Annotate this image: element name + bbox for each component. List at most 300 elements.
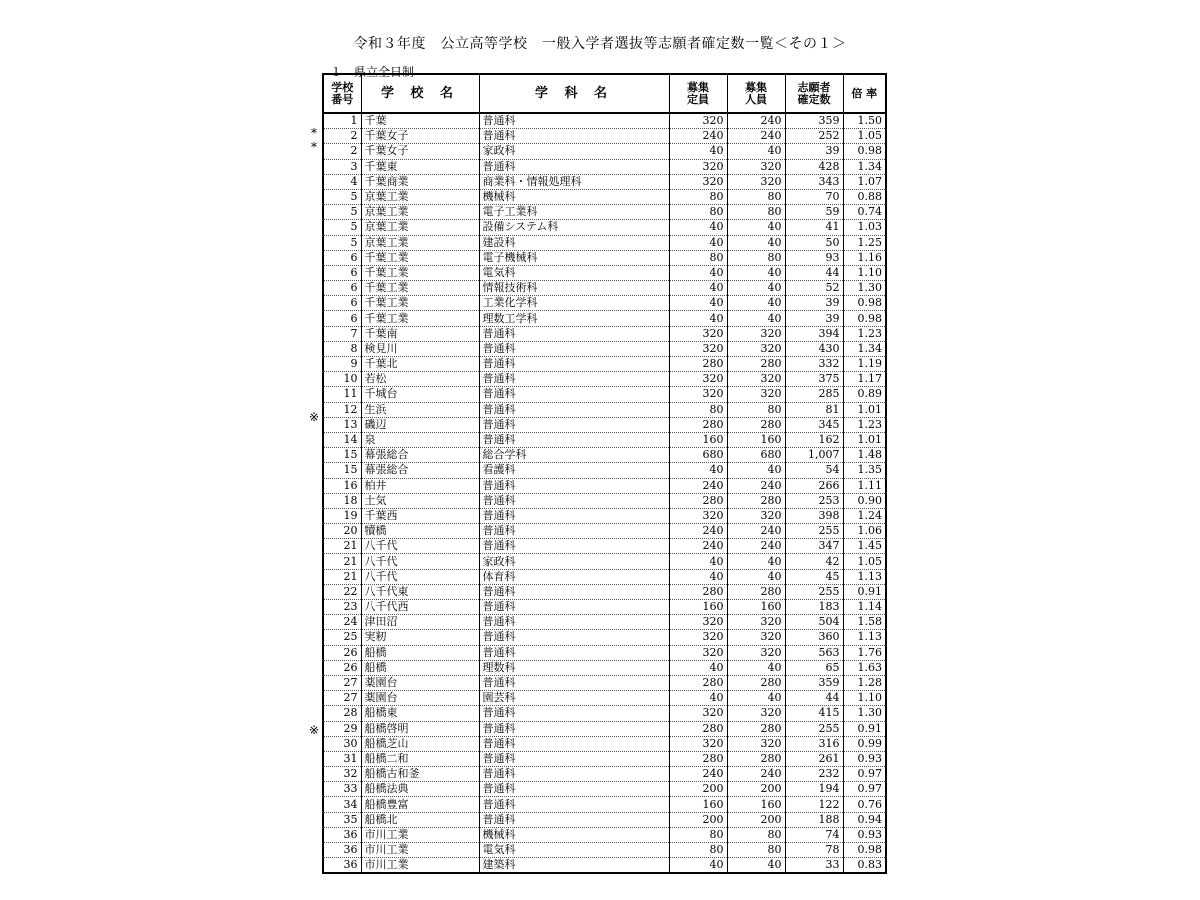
cell-capacity: 280: [669, 417, 727, 432]
cell-capacity: 320: [669, 372, 727, 387]
cell-recruitment: 320: [727, 615, 785, 630]
table-row: [323, 296, 886, 311]
cell-ratio: 0.89: [843, 387, 886, 402]
cell-capacity: 40: [669, 569, 727, 584]
cell-school-name: 千葉工業: [361, 296, 479, 311]
cell-school-name: 市川工業: [361, 827, 479, 842]
cell-school-name: 船橋古和釜: [361, 767, 479, 782]
cell-applicants: 44: [785, 691, 843, 706]
table-row: [323, 539, 886, 554]
cell-school-no: 5: [323, 189, 361, 204]
cell-capacity: 40: [669, 144, 727, 159]
cell-department: 看護科: [479, 463, 669, 478]
cell-school-no: 9: [323, 357, 361, 372]
cell-school-name: 千葉女子: [361, 129, 479, 144]
table-row: [323, 387, 886, 402]
cell-applicants: 255: [785, 524, 843, 539]
cell-school-no: 21: [323, 539, 361, 554]
table-row: [323, 843, 886, 858]
cell-recruitment: 40: [727, 554, 785, 569]
cell-school-no: 34: [323, 797, 361, 812]
cell-recruitment: 320: [727, 645, 785, 660]
cell-applicants: 266: [785, 478, 843, 493]
table-row: [323, 660, 886, 675]
cell-department: 普通科: [479, 129, 669, 144]
cell-school-no: 6: [323, 281, 361, 296]
cell-capacity: 320: [669, 508, 727, 523]
cell-recruitment: 200: [727, 812, 785, 827]
cell-applicants: 39: [785, 296, 843, 311]
cell-school-no: 36: [323, 843, 361, 858]
header-applicants: 志願者 確定数: [785, 74, 843, 113]
cell-applicants: 394: [785, 326, 843, 341]
cell-applicants: 78: [785, 843, 843, 858]
cell-ratio: 1.76: [843, 645, 886, 660]
cell-department: 体育科: [479, 569, 669, 584]
cell-recruitment: 40: [727, 296, 785, 311]
table-row: [323, 372, 886, 387]
cell-department: 普通科: [479, 357, 669, 372]
cell-ratio: 0.90: [843, 493, 886, 508]
cell-applicants: 44: [785, 265, 843, 280]
cell-ratio: 1.34: [843, 341, 886, 356]
cell-school-no: 2: [323, 144, 361, 159]
cell-school-name: 千葉女子: [361, 144, 479, 159]
cell-school-no: 3: [323, 159, 361, 174]
cell-recruitment: 80: [727, 189, 785, 204]
cell-recruitment: 40: [727, 311, 785, 326]
section-label: １ 県立全日制: [330, 65, 415, 79]
cell-applicants: 39: [785, 311, 843, 326]
cell-recruitment: 40: [727, 235, 785, 250]
cell-capacity: 680: [669, 448, 727, 463]
cell-recruitment: 80: [727, 843, 785, 858]
cell-school-no: 4: [323, 174, 361, 189]
cell-recruitment: 320: [727, 159, 785, 174]
cell-applicants: 285: [785, 387, 843, 402]
table-row: [323, 858, 886, 874]
cell-ratio: 1.05: [843, 129, 886, 144]
cell-recruitment: 40: [727, 858, 785, 874]
cell-department: 機械科: [479, 189, 669, 204]
cell-ratio: 1.50: [843, 113, 886, 129]
cell-school-name: 船橋啓明: [361, 721, 479, 736]
cell-applicants: 194: [785, 782, 843, 797]
cell-capacity: 40: [669, 235, 727, 250]
cell-capacity: 40: [669, 691, 727, 706]
cell-capacity: 40: [669, 265, 727, 280]
table-row: [323, 569, 886, 584]
cell-department: 普通科: [479, 797, 669, 812]
cell-ratio: 1.03: [843, 220, 886, 235]
cell-ratio: 1.19: [843, 357, 886, 372]
cell-capacity: 40: [669, 311, 727, 326]
cell-recruitment: 240: [727, 524, 785, 539]
cell-school-name: 船橋法典: [361, 782, 479, 797]
cell-school-name: 千葉商業: [361, 174, 479, 189]
cell-applicants: 261: [785, 751, 843, 766]
cell-capacity: 80: [669, 250, 727, 265]
cell-capacity: 80: [669, 205, 727, 220]
cell-school-no: 20: [323, 524, 361, 539]
cell-ratio: 1.11: [843, 478, 886, 493]
table-row: [323, 113, 886, 129]
cell-school-no: 26: [323, 660, 361, 675]
row-note-mark: ※: [308, 410, 320, 425]
cell-school-name: 千葉: [361, 113, 479, 129]
cell-ratio: 1.23: [843, 326, 886, 341]
cell-department: 電気科: [479, 843, 669, 858]
cell-school-name: 千葉工業: [361, 311, 479, 326]
table-header-row: [323, 74, 886, 113]
cell-recruitment: 40: [727, 660, 785, 675]
cell-applicants: 252: [785, 129, 843, 144]
cell-recruitment: 280: [727, 584, 785, 599]
cell-applicants: 563: [785, 645, 843, 660]
cell-applicants: 504: [785, 615, 843, 630]
cell-recruitment: 160: [727, 432, 785, 447]
table-row: [323, 736, 886, 751]
table-row: [323, 524, 886, 539]
cell-capacity: 40: [669, 554, 727, 569]
cell-recruitment: 240: [727, 767, 785, 782]
table-row: [323, 706, 886, 721]
cell-applicants: 81: [785, 402, 843, 417]
cell-department: 普通科: [479, 417, 669, 432]
cell-capacity: 80: [669, 827, 727, 842]
cell-capacity: 280: [669, 675, 727, 690]
cell-school-name: 薬園台: [361, 675, 479, 690]
cell-school-no: 15: [323, 448, 361, 463]
cell-school-no: 5: [323, 220, 361, 235]
cell-applicants: 347: [785, 539, 843, 554]
cell-school-name: 八千代: [361, 554, 479, 569]
cell-department: 普通科: [479, 645, 669, 660]
table-row: [323, 630, 886, 645]
cell-ratio: 0.98: [843, 843, 886, 858]
cell-school-name: 市川工業: [361, 843, 479, 858]
cell-school-name: 千葉東: [361, 159, 479, 174]
cell-capacity: 240: [669, 129, 727, 144]
cell-recruitment: 280: [727, 675, 785, 690]
cell-school-no: 36: [323, 827, 361, 842]
cell-applicants: 332: [785, 357, 843, 372]
cell-ratio: 1.45: [843, 539, 886, 554]
cell-recruitment: 40: [727, 220, 785, 235]
cell-recruitment: 240: [727, 478, 785, 493]
cell-capacity: 320: [669, 706, 727, 721]
cell-ratio: 1.24: [843, 508, 886, 523]
cell-recruitment: 240: [727, 539, 785, 554]
cell-recruitment: 80: [727, 402, 785, 417]
cell-department: 普通科: [479, 326, 669, 341]
cell-applicants: 232: [785, 767, 843, 782]
cell-school-name: 犢橋: [361, 524, 479, 539]
cell-ratio: 0.97: [843, 782, 886, 797]
cell-department: 情報技術科: [479, 281, 669, 296]
cell-ratio: 0.91: [843, 584, 886, 599]
cell-ratio: 1.23: [843, 417, 886, 432]
cell-school-name: 八千代: [361, 569, 479, 584]
cell-capacity: 80: [669, 189, 727, 204]
cell-department: 総合学科: [479, 448, 669, 463]
cell-school-no: 19: [323, 508, 361, 523]
cell-capacity: 200: [669, 812, 727, 827]
cell-capacity: 40: [669, 296, 727, 311]
cell-ratio: 1.34: [843, 159, 886, 174]
cell-capacity: 320: [669, 159, 727, 174]
cell-ratio: 0.98: [843, 144, 886, 159]
cell-department: 普通科: [479, 615, 669, 630]
cell-department: 普通科: [479, 782, 669, 797]
cell-recruitment: 280: [727, 357, 785, 372]
table-row: [323, 144, 886, 159]
cell-capacity: 80: [669, 843, 727, 858]
cell-ratio: 0.99: [843, 736, 886, 751]
cell-ratio: 0.98: [843, 311, 886, 326]
table-row: [323, 600, 886, 615]
cell-ratio: 1.30: [843, 706, 886, 721]
cell-school-name: 幕張総合: [361, 448, 479, 463]
cell-capacity: 320: [669, 645, 727, 660]
cell-ratio: 1.58: [843, 615, 886, 630]
cell-school-name: 船橋東: [361, 706, 479, 721]
cell-ratio: 1.30: [843, 281, 886, 296]
cell-department: 普通科: [479, 524, 669, 539]
cell-recruitment: 200: [727, 782, 785, 797]
table-row: [323, 265, 886, 280]
cell-capacity: 200: [669, 782, 727, 797]
cell-applicants: 188: [785, 812, 843, 827]
cell-recruitment: 40: [727, 144, 785, 159]
cell-applicants: 428: [785, 159, 843, 174]
cell-department: 工業化学科: [479, 296, 669, 311]
cell-school-no: 28: [323, 706, 361, 721]
table-row: [323, 782, 886, 797]
cell-school-name: 千城台: [361, 387, 479, 402]
header-recruitment: 募集 人員: [727, 74, 785, 113]
cell-school-no: 5: [323, 235, 361, 250]
cell-ratio: 0.88: [843, 189, 886, 204]
table-row: [323, 797, 886, 812]
cell-applicants: 255: [785, 584, 843, 599]
cell-capacity: 320: [669, 387, 727, 402]
cell-department: 電子機械科: [479, 250, 669, 265]
cell-school-no: 6: [323, 250, 361, 265]
cell-school-name: 八千代東: [361, 584, 479, 599]
cell-department: 普通科: [479, 159, 669, 174]
cell-applicants: 42: [785, 554, 843, 569]
header-capacity: 募集 定員: [669, 74, 727, 113]
table-row: [323, 205, 886, 220]
cell-ratio: 0.83: [843, 858, 886, 874]
cell-school-name: 千葉北: [361, 357, 479, 372]
cell-school-no: 15: [323, 463, 361, 478]
cell-capacity: 320: [669, 736, 727, 751]
table-row: [323, 432, 886, 447]
cell-recruitment: 320: [727, 706, 785, 721]
cell-recruitment: 320: [727, 372, 785, 387]
cell-applicants: 398: [785, 508, 843, 523]
cell-applicants: 359: [785, 675, 843, 690]
cell-school-name: 千葉工業: [361, 250, 479, 265]
cell-ratio: 1.14: [843, 600, 886, 615]
cell-applicants: 253: [785, 493, 843, 508]
cell-recruitment: 680: [727, 448, 785, 463]
table-row: [323, 615, 886, 630]
cell-department: 普通科: [479, 706, 669, 721]
cell-school-no: 24: [323, 615, 361, 630]
cell-department: 普通科: [479, 493, 669, 508]
cell-department: 普通科: [479, 402, 669, 417]
cell-capacity: 320: [669, 326, 727, 341]
cell-school-no: 16: [323, 478, 361, 493]
cell-recruitment: 160: [727, 600, 785, 615]
cell-capacity: 40: [669, 281, 727, 296]
table-row: [323, 159, 886, 174]
table-row: [323, 129, 886, 144]
cell-applicants: 183: [785, 600, 843, 615]
cell-applicants: 360: [785, 630, 843, 645]
cell-school-name: 柏井: [361, 478, 479, 493]
header-school-no: 学校 番号: [323, 74, 361, 113]
cell-applicants: 54: [785, 463, 843, 478]
cell-department: 普通科: [479, 812, 669, 827]
cell-recruitment: 80: [727, 250, 785, 265]
cell-department: 普通科: [479, 675, 669, 690]
cell-school-name: 検見川: [361, 341, 479, 356]
cell-department: 電子工業科: [479, 205, 669, 220]
cell-department: 普通科: [479, 600, 669, 615]
table-row: [323, 463, 886, 478]
cell-ratio: 1.16: [843, 250, 886, 265]
table-row: [323, 812, 886, 827]
cell-recruitment: 40: [727, 281, 785, 296]
table-row: [323, 235, 886, 250]
cell-applicants: 1,007: [785, 448, 843, 463]
table-row: [323, 220, 886, 235]
cell-department: 普通科: [479, 341, 669, 356]
cell-capacity: 280: [669, 357, 727, 372]
cell-school-name: 船橋: [361, 645, 479, 660]
cell-applicants: 70: [785, 189, 843, 204]
cell-school-no: 5: [323, 205, 361, 220]
cell-school-no: 12: [323, 402, 361, 417]
cell-applicants: 93: [785, 250, 843, 265]
cell-school-name: 若松: [361, 372, 479, 387]
cell-school-no: 1: [323, 113, 361, 129]
cell-school-name: 泉: [361, 432, 479, 447]
cell-school-name: 幕張総合: [361, 463, 479, 478]
cell-school-no: 22: [323, 584, 361, 599]
cell-capacity: 160: [669, 432, 727, 447]
cell-school-name: 船橋北: [361, 812, 479, 827]
table-row: [323, 326, 886, 341]
cell-capacity: 280: [669, 584, 727, 599]
cell-recruitment: 40: [727, 463, 785, 478]
cell-capacity: 240: [669, 478, 727, 493]
cell-capacity: 160: [669, 600, 727, 615]
cell-department: 普通科: [479, 539, 669, 554]
cell-recruitment: 240: [727, 113, 785, 129]
cell-ratio: 1.01: [843, 402, 886, 417]
cell-department: 建設科: [479, 235, 669, 250]
cell-recruitment: 80: [727, 827, 785, 842]
cell-school-no: 36: [323, 858, 361, 874]
cell-applicants: 33: [785, 858, 843, 874]
cell-school-no: 27: [323, 675, 361, 690]
cell-capacity: 40: [669, 220, 727, 235]
cell-school-name: 千葉西: [361, 508, 479, 523]
cell-capacity: 240: [669, 524, 727, 539]
cell-applicants: 359: [785, 113, 843, 129]
cell-school-no: 30: [323, 736, 361, 751]
cell-capacity: 320: [669, 174, 727, 189]
cell-applicants: 345: [785, 417, 843, 432]
cell-school-no: 6: [323, 311, 361, 326]
cell-school-name: 八千代: [361, 539, 479, 554]
cell-school-no: 33: [323, 782, 361, 797]
cell-recruitment: 280: [727, 751, 785, 766]
cell-ratio: 1.01: [843, 432, 886, 447]
table-row: [323, 478, 886, 493]
cell-department: 普通科: [479, 721, 669, 736]
cell-department: 普通科: [479, 751, 669, 766]
table-row: [323, 281, 886, 296]
cell-applicants: 415: [785, 706, 843, 721]
cell-capacity: 320: [669, 630, 727, 645]
cell-ratio: 0.98: [843, 296, 886, 311]
cell-ratio: 1.13: [843, 630, 886, 645]
cell-capacity: 40: [669, 660, 727, 675]
cell-applicants: 52: [785, 281, 843, 296]
cell-applicants: 74: [785, 827, 843, 842]
cell-recruitment: 320: [727, 326, 785, 341]
cell-recruitment: 240: [727, 129, 785, 144]
cell-school-no: 10: [323, 372, 361, 387]
cell-department: 普通科: [479, 508, 669, 523]
table-row: [323, 448, 886, 463]
cell-applicants: 430: [785, 341, 843, 356]
table-row: [323, 554, 886, 569]
cell-capacity: 40: [669, 463, 727, 478]
table-row: [323, 751, 886, 766]
row-note-mark: ※: [308, 722, 320, 737]
cell-school-name: 津田沼: [361, 615, 479, 630]
cell-school-name: 千葉工業: [361, 265, 479, 280]
cell-recruitment: 40: [727, 265, 785, 280]
cell-applicants: 45: [785, 569, 843, 584]
cell-capacity: 320: [669, 341, 727, 356]
cell-ratio: 0.93: [843, 751, 886, 766]
cell-applicants: 59: [785, 205, 843, 220]
cell-ratio: 1.07: [843, 174, 886, 189]
table-row: [323, 584, 886, 599]
cell-department: 家政科: [479, 554, 669, 569]
cell-ratio: 1.28: [843, 675, 886, 690]
cell-school-no: 6: [323, 296, 361, 311]
cell-department: 理数科: [479, 660, 669, 675]
cell-department: 普通科: [479, 372, 669, 387]
table-row: [323, 691, 886, 706]
cell-school-name: 磯辺: [361, 417, 479, 432]
cell-recruitment: 40: [727, 569, 785, 584]
cell-capacity: 280: [669, 751, 727, 766]
applicants-table: [322, 73, 887, 874]
cell-applicants: 316: [785, 736, 843, 751]
cell-capacity: 40: [669, 858, 727, 874]
cell-school-no: 27: [323, 691, 361, 706]
